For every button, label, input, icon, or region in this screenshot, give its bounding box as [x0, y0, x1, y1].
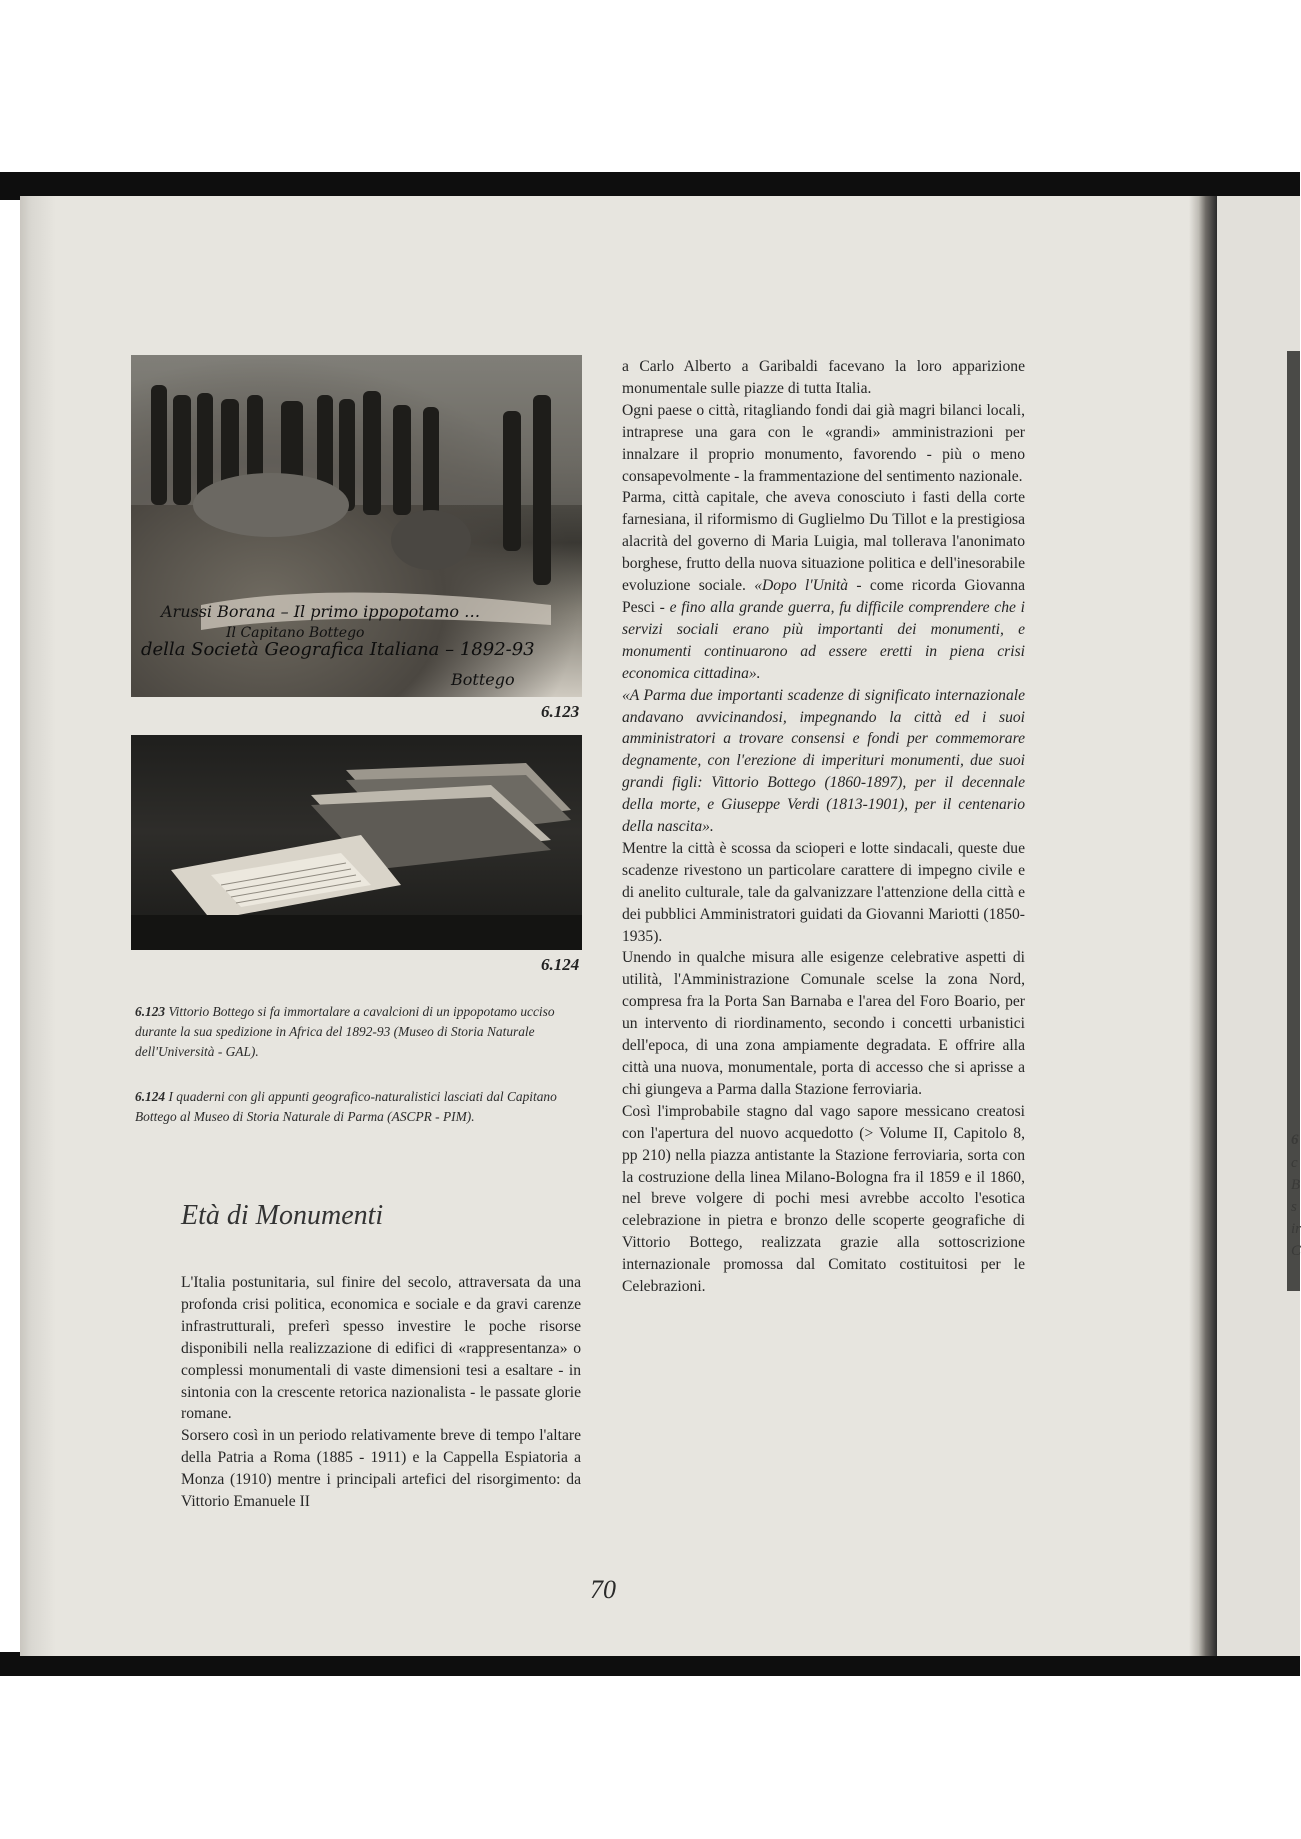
photo-bottego-hippopotamus	[131, 355, 582, 697]
book-gutter	[1189, 196, 1217, 1656]
paragraph: Così l'improbabile stagno dal vago sapore messicano creatosi con l'apertura del nuovo acquedotto (> Volume II, Capitolo 8, pp 210) nella piazza antistante la Stazione ferroviaria, sorta con la costruzione della linea Milano-Bologna fra il 1859 e il 1860, nel breve volgere di pochi mesi avrebbe accolto l'esotica celebrazione in pietra e bronzo delle scoperte geografiche di Vittorio Bottego, realizzata grazie alla sottoscrizione internazionale promossa dal Comitato costituitosi per le Celebrazioni.	[622, 1102, 1025, 1296]
paragraph: L'Italia postunitaria, sul finire del secolo, attraversata da una profonda crisi politica, economica e sociale e da gravi carenze infrastrutturali, preferì spesso investire le poche risorse disponibili nella realizzazione di edifici di «rappresentanza» o complessi monumentali di vaste dimensioni tesi a esaltare - in sintonia con la crescente retorica nazionalista - le passate glorie romane.	[181, 1274, 581, 1423]
facing-page-fragment: B	[1291, 1177, 1301, 1193]
caption-text: I quaderni con gli appunti geografico-naturalistici lasciati dal Capitano Bottego al Museo di Storia Naturale di Parma (ASCPR - PIM).	[135, 1089, 557, 1124]
photo-bottego-notebooks	[131, 735, 582, 950]
caption-text: Vittorio Bottego si fa immortalare a cavalcioni di un ippopotamo ucciso durante la sua spedizione in Africa del 1892-93 (Museo di Storia Naturale dell'Università - GAL).	[135, 1004, 555, 1059]
quote-paragraph: «A Parma due importanti scadenze di significato internazionale andavano avvicinandosi, impegnando la città ed i suoi amministratori a trovare consensi e fondi per commemorare degnamente, con l'erezione di imperituri monumenti, due suoi grandi figli: Vittorio Bottego (1860-1897), per il decennale della morte, e Giuseppe Verdi (1813-1901), per il centenario della nascita».	[622, 686, 1025, 836]
caption-6-124	[135, 1087, 583, 1127]
photo-2-illustration	[131, 735, 582, 950]
paragraph: Unendo in qualche misura alle esigenze celebrative aspetti di utilità, l'Amministrazione Comunale scelse la zona Nord, compresa fra la Porta San Barnaba e l'area del Foro Boario, per un intervento di riordinamento, secondo i concetti urbanistici dell'epoca, di una zona ampiamente degradata. E offrire alla città una nuova, monumentale, porta di accesso che si aprisse a chi giungeva a Parma dalla Stazione ferroviaria.	[622, 949, 1025, 1098]
text-run: Parma, città capitale, che aveva conosciuto i fasti della corte farnesiana, il riformismo di Guglielmo Du Tillot e la prestigiosa alacrità del governo di Maria Luigia, mal tollerava l'anonimato borghese, frutto della nuova situazione politica e dell'inesorabile evoluzione sociale.	[622, 489, 1025, 595]
facing-page-fragment: c	[1291, 1155, 1298, 1171]
facing-page-photo-edge	[1287, 351, 1300, 1291]
svg-text:Il Capitano Bottego: Il Capitano Bottego	[226, 625, 365, 641]
figure-number-6-123: 6.123	[541, 702, 580, 721]
facing-page-fragment: ir	[1291, 1221, 1301, 1237]
page-stack-edge	[20, 196, 56, 1656]
facing-page-fragment: C	[1291, 1243, 1301, 1259]
text-run: - come ricorda Giovanna Pesci -	[622, 577, 1025, 616]
paragraph: a Carlo Alberto a Garibaldi facevano la loro apparizione monumentale sulle piazze di tutta Italia.	[622, 358, 1025, 397]
svg-text:Bottego: Bottego	[451, 670, 515, 689]
section-heading: Età di Monumenti	[181, 1200, 384, 1231]
paragraph: Sorsero così in un periodo relativamente breve di tempo l'altare della Patria a Roma (1885 - 1911) e la Cappella Espiatoria a Monza (1910) mentre i principali artefici del risorgimento: da Vittorio Emanuele II	[181, 1427, 581, 1511]
svg-text:della Società Geografica Itali: della Società Geografica Italiana – 1892-93	[141, 639, 535, 660]
caption-6-123	[135, 1002, 583, 1062]
paragraph: Mentre la città è scossa da scioperi e lotte sindacali, queste due scadenze rivestono un particolare carattere di impegno civile e di anelito culturale, tale da galvanizzare l'attenzione della città e dei pubblici Amministratori guidati da Giovanni Mariotti (1850-1935).	[622, 839, 1025, 945]
caption-number: 6.123	[135, 1004, 166, 1019]
facing-page-fragment: 6	[1291, 1132, 1299, 1148]
paragraph: Ogni paese o città, ritagliando fondi dai già magri bilanci locali, intraprese una gara con le «grandi» amministrazioni per innalzare il proprio monumento, favorendo - più o meno consapevolmente - la frammentazione del sentimento nazionale.	[622, 401, 1025, 485]
svg-text:Arussi Borana – Il primo ippop: Arussi Borana – Il primo ippopotamo …	[161, 602, 481, 621]
left-text-column	[181, 1272, 581, 1513]
paragraph	[622, 487, 1025, 684]
page-number: 70	[590, 1575, 616, 1604]
photo-1-illustration	[131, 355, 582, 697]
quote-run: «Dopo l'Unità	[754, 577, 849, 595]
facing-page-fragment: s	[1291, 1199, 1297, 1215]
quote-run: e fino alla grande guerra, fu difficile comprendere che i servizi sociali erano più importanti dei monumenti, e monumenti continuarono ad essere eretti in piena crisi economica cittadina».	[622, 598, 1025, 682]
figure-number-6-124: 6.124	[541, 955, 580, 974]
right-text-column	[622, 356, 1025, 1298]
caption-number: 6.124	[135, 1089, 166, 1104]
